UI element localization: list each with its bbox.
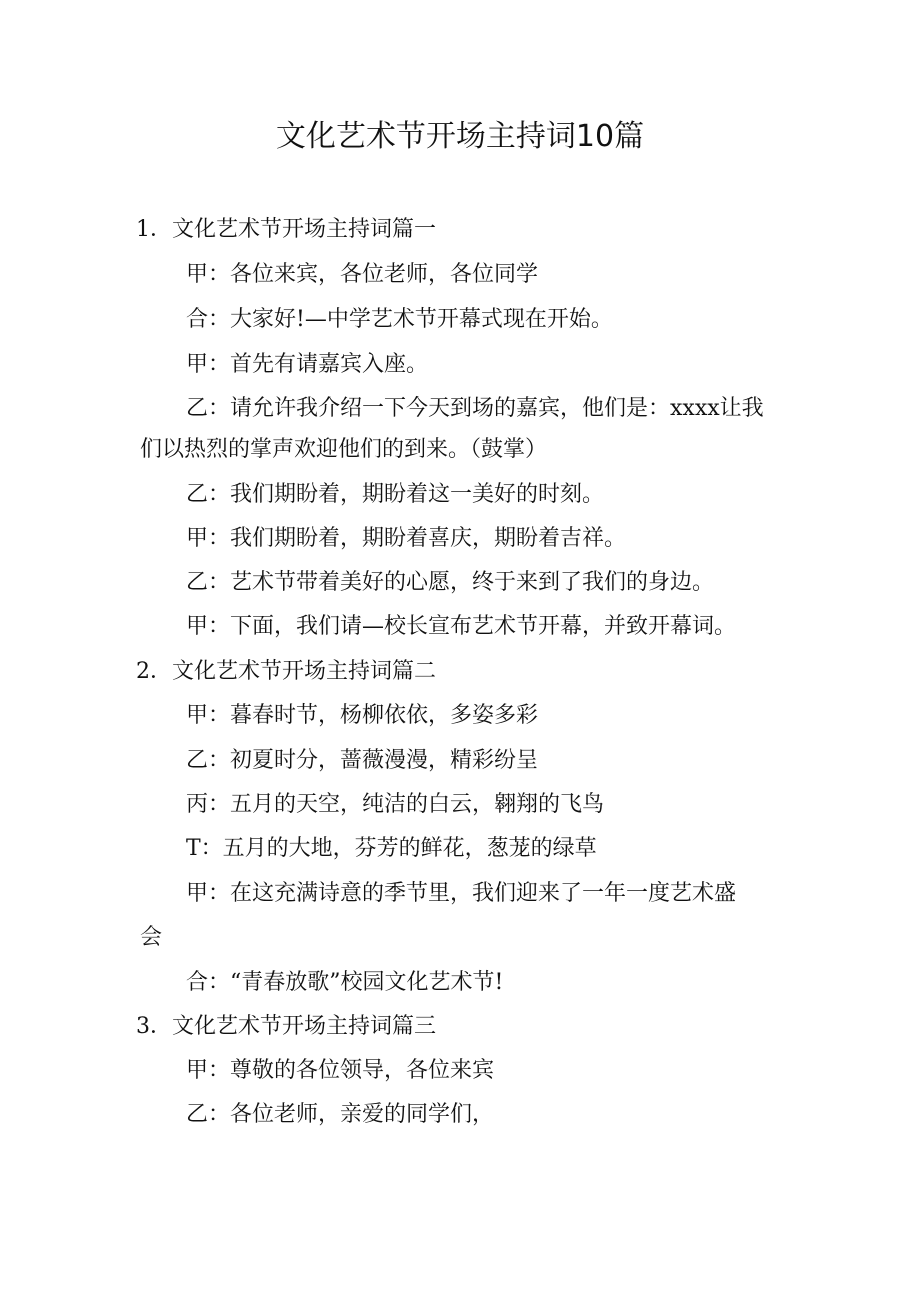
paragraph-line: 乙：艺术节带着美好的心愿，终于来到了我们的身边。 <box>186 570 715 595</box>
section-heading: 3．文化艺术节开场主持词篇三 <box>136 1014 436 1039</box>
paragraph-line: 甲：首先有请嘉宾入座。 <box>186 352 429 377</box>
paragraph-line: 合：大家好!—中学艺术节开幕式现在开始。 <box>186 307 613 332</box>
paragraph-line: 丙：五月的天空，纯洁的白云，翱翔的飞鸟 <box>186 792 605 817</box>
paragraph-line: 乙：我们期盼着，期盼着这一美好的时刻。 <box>186 482 605 507</box>
document-title: 文化艺术节开场主持词10篇 <box>275 119 645 154</box>
paragraph-line: 乙：初夏时分，蔷薇漫漫，精彩纷呈 <box>186 748 539 773</box>
paragraph-line: 甲：尊敬的各位领导，各位来宾 <box>186 1058 495 1083</box>
paragraph-line: 甲：我们期盼着，期盼着喜庆，期盼着吉祥。 <box>186 526 627 551</box>
paragraph-line: T：五月的大地，芬芳的鲜花，葱茏的绿草 <box>186 836 597 861</box>
paragraph-continuation: 们以热烈的掌声欢迎他们的到来。（鼓掌） <box>140 437 548 462</box>
paragraph-line: 甲：暮春时节，杨柳依依，多姿多彩 <box>186 703 539 728</box>
paragraph-line: 甲：下面，我们请—校长宣布艺术节开幕，并致开幕词。 <box>186 614 737 639</box>
paragraph-line: 乙：请允许我介绍一下今天到场的嘉宾，他们是：xxxx让我 <box>186 396 764 421</box>
paragraph-continuation: 会 <box>140 925 163 950</box>
paragraph-line: 合：“青春放歌”校园文化艺术节! <box>186 970 504 995</box>
section-heading: 2．文化艺术节开场主持词篇二 <box>136 659 436 684</box>
section-heading: 1．文化艺术节开场主持词篇一 <box>136 217 436 242</box>
paragraph-line: 甲：在这充满诗意的季节里，我们迎来了一年一度艺术盛 <box>186 881 737 906</box>
paragraph-line: 乙：各位老师，亲爱的同学们， <box>186 1102 495 1127</box>
paragraph-line: 甲：各位来宾，各位老师，各位同学 <box>186 262 539 287</box>
